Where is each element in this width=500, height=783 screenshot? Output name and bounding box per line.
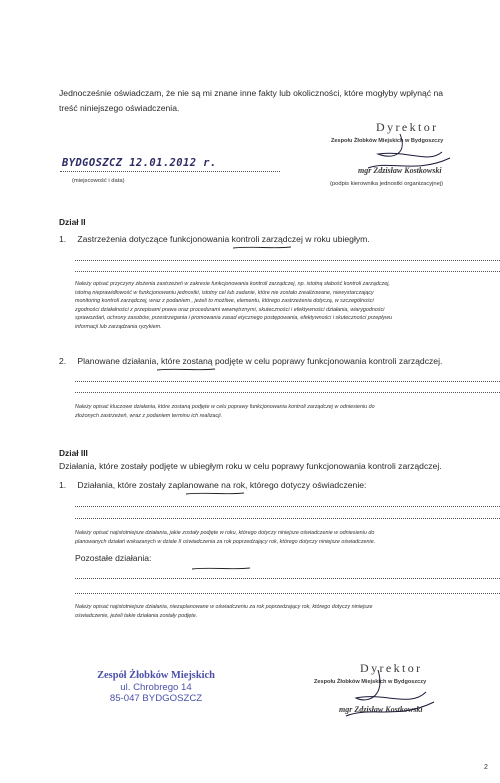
section-3-title: Dział III bbox=[59, 448, 88, 458]
note-line: Należy opisać najistotniejsze działania, niezaplanowane w oświadczeniu za rok poprzedzający rok, którego dotyczy niniejsze bbox=[75, 604, 373, 610]
organization-stamp bbox=[86, 670, 226, 705]
underline-mark bbox=[157, 367, 217, 373]
org-stamp-line-2: ul. Chrobrego 14 bbox=[120, 681, 192, 693]
stamp-name: mgr Zdzisław Kostkowski bbox=[358, 166, 442, 175]
intro-line-1: Jednocześnie oświadczam, że nie są mi znane inne fakty lub okoliczności, które mogłyby wpłynąć na bbox=[59, 88, 444, 98]
underline-mark bbox=[192, 566, 252, 572]
note-line: planowanych działań wskazanych w dziale II oświadczenia za rok poprzedzający rok, którego dotyczy niniejsze oświadczenie. bbox=[75, 538, 376, 545]
stamp-name: mgr Zdzisław Kostkowski bbox=[339, 705, 423, 714]
answer-line[interactable] bbox=[75, 260, 500, 261]
answer-line[interactable] bbox=[75, 271, 500, 272]
note-line: Należy opisać najistotniejsze działania, jakie zostały podjęte w roku, którego dotyczy niniejsze oświadczenie w odniesieniu do bbox=[75, 530, 375, 536]
item-number: 1. bbox=[59, 234, 67, 244]
note-line: złożonych zastrzeżeń, wraz z podaniem terminu ich realizacji. bbox=[75, 412, 223, 419]
signature-scribble-bottom bbox=[320, 662, 440, 722]
item-number: 2. bbox=[59, 356, 67, 366]
answer-line[interactable] bbox=[75, 381, 500, 382]
note-line: oświadczenie, jeżeli takie działania zostały podjęte. bbox=[75, 612, 198, 619]
stamp-org: Zespołu Żłobków Miejskich w Bydgoszczy bbox=[314, 679, 427, 685]
note-line: informacji lub zarządzania ryzykiem. bbox=[75, 323, 162, 330]
section-3-item-1-note bbox=[75, 529, 499, 546]
intro-text bbox=[59, 86, 499, 116]
place-date-handwritten: BYDGOSZCZ 12.01.2012 r. bbox=[62, 157, 217, 169]
item-text: Zastrzeżenia dotyczące funkcjonowania kontroli zarządczej w roku ubiegłym. bbox=[77, 234, 370, 244]
answer-line[interactable] bbox=[75, 578, 500, 579]
item-number: 1. bbox=[59, 480, 67, 490]
note-line: istotną nieprawidłowość w funkcjonowaniu jednostki, istotny cel lub zadanie, które nie zostało zrealizowane, niewystarczający bbox=[75, 289, 374, 296]
item-text: Planowane działania, które zostaną podjęte w celu poprawy funkcjonowania kontroli zarządczej. bbox=[77, 356, 443, 366]
note-line: zgodności działalności z przepisami prawa oraz procedurami wewnętrznymi, skuteczności i efektywności działania, wiarygodności bbox=[75, 306, 385, 313]
intro-line-2: treść niniejszego oświadczenia. bbox=[59, 103, 180, 113]
note-line: Należy opisać przyczyny złożenia zastrzeżeń w zakresie funkcjonowania kontroli zarządczej, np. istotną słabość kontroli zarządczej, bbox=[75, 281, 390, 287]
answer-line[interactable] bbox=[75, 392, 500, 393]
section-2-item-2-note bbox=[75, 403, 499, 420]
other-actions-label: Pozostałe działania: bbox=[75, 553, 152, 563]
signature-caption: (podpis kierownika jednostki organizacyjnej) bbox=[330, 181, 444, 187]
other-actions-note bbox=[75, 603, 499, 620]
section-3-intro: Działania, które zostały podjęte w ubiegłym roku w celu poprawy funkcjonowania kontroli zarządczej. bbox=[59, 461, 442, 471]
place-date-line bbox=[60, 171, 280, 172]
org-stamp-line-1: Zespół Żłobków Miejskich bbox=[97, 670, 215, 681]
item-text: Działania, które zostały zaplanowane na rok, którego dotyczy oświadczenie: bbox=[77, 480, 367, 490]
answer-line[interactable] bbox=[75, 506, 500, 507]
page-number: 2 bbox=[484, 764, 488, 771]
stamp-title: Dyrektor bbox=[376, 120, 439, 134]
section-3-item-1 bbox=[59, 478, 499, 493]
stamp-org: Zespołu Żłobków Miejskich w Bydgoszczy bbox=[331, 138, 444, 144]
signature-scribble-top bbox=[338, 124, 458, 174]
section-2-item-1-note bbox=[75, 280, 499, 332]
note-line: sprawozdań, ochrony zasobów, przestrzegania i promowania zasad etycznego postępowania, efektywności i skuteczności przepływu bbox=[75, 315, 393, 322]
note-line: Należy opisać kluczowe działania, które zostaną podjęte w celu poprawy funkcjonowania kontroli zarządczej w odniesieniu do bbox=[75, 404, 375, 410]
note-line: monitoring kontroli zarządczej, wraz z podaniem , jeżeli to możliwe, elementu, którego zastrzeżenia dotyczą, w szczególności bbox=[75, 298, 374, 305]
place-date-caption: (miejscowość i data) bbox=[72, 178, 125, 184]
section-2-title: Dział II bbox=[59, 217, 86, 227]
stamp-title: Dyrektor bbox=[360, 661, 423, 675]
underline-mark bbox=[186, 491, 246, 497]
answer-line[interactable] bbox=[75, 593, 500, 594]
section-2-item-2 bbox=[59, 354, 499, 369]
answer-line[interactable] bbox=[75, 518, 500, 519]
org-stamp-line-3: 85-047 BYDGOSZCZ bbox=[109, 693, 203, 704]
underline-mark bbox=[233, 245, 293, 251]
